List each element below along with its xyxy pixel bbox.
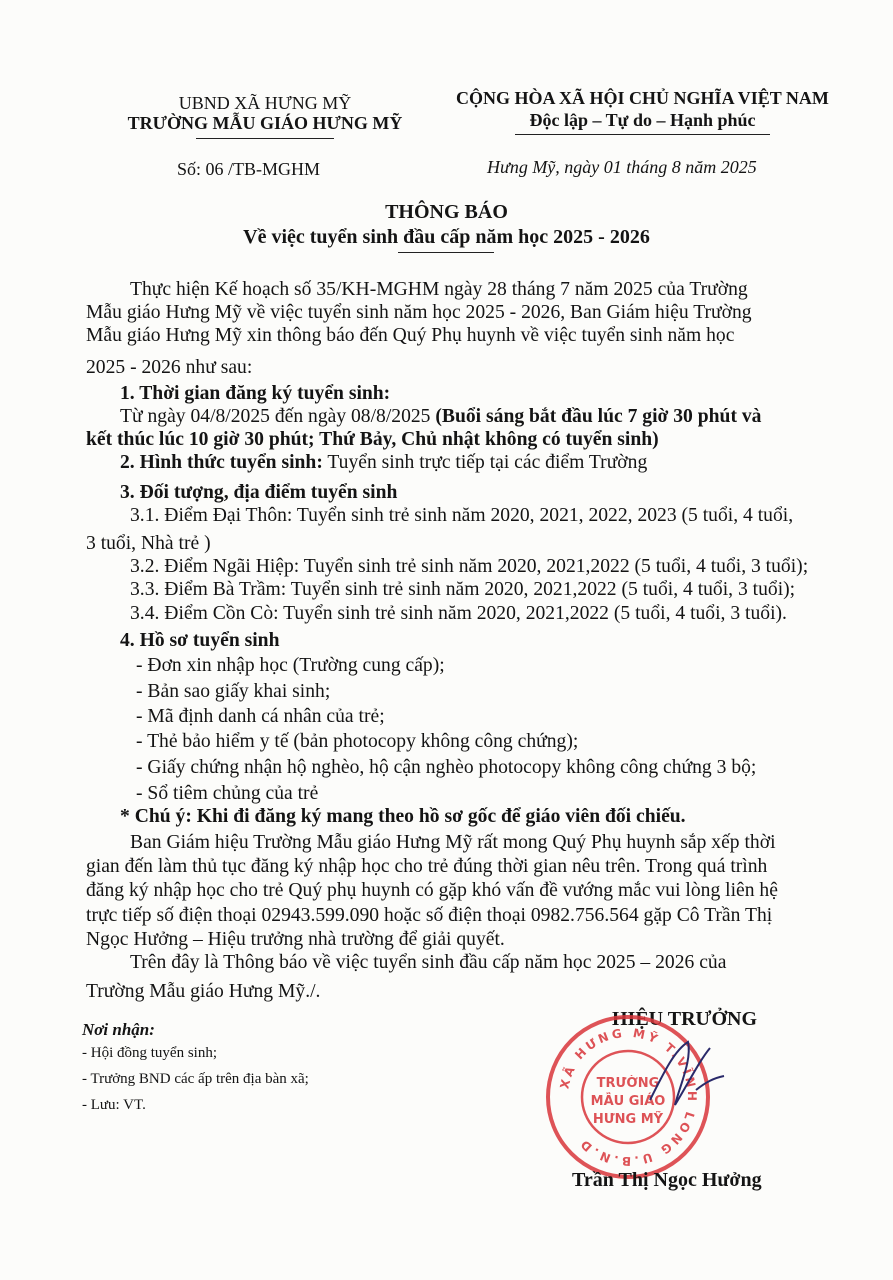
section-2-line (120, 452, 647, 474)
document-item: - Thẻ bảo hiểm y tế (bản photocopy không công chứng); (136, 731, 579, 752)
location-item-cont: 3 tuổi, Nhà trẻ ) (86, 533, 211, 554)
recipient-item: - Hội đồng tuyển sinh; (82, 1045, 217, 1061)
stamp-ring-text: XÃ HƯNG MỸ T.VĨNH LONG U.B.N.D (557, 1025, 700, 1169)
intro-line: Mẫu giáo Hưng Mỹ xin thông báo đến Quý Phụ huynh về việc tuyển sinh năm học (86, 325, 735, 346)
signer-title: HIỆU TRƯỞNG (612, 1008, 758, 1030)
document-item: - Đơn xin nhập học (Trường cung cấp); (136, 655, 445, 676)
document-item: - Giấy chứng nhận hộ nghèo, hộ cận nghèo photocopy không công chứng 3 bộ; (136, 757, 757, 778)
signer-name: Trần Thị Ngọc Hưởng (572, 1169, 762, 1191)
section-2-heading: 2. Hình thức tuyển sinh: (120, 452, 323, 473)
location-item: 3.4. Điểm Cồn Cò: Tuyển sinh trẻ sinh năm 2020, 2021,2022 (5 tuổi, 4 tuổi, 3 tuổi). (130, 603, 787, 624)
section-1-line (120, 406, 761, 428)
recipient-item: - Lưu: VT. (82, 1097, 146, 1113)
intro-line: 2025 - 2026 như sau: (86, 357, 253, 378)
subtitle-underline (398, 252, 494, 253)
closing-line: trực tiếp số điện thoại 02943.599.090 hoặc số điện thoại 0982.756.564 gặp Cô Trần Thị (86, 905, 773, 926)
section-1-dates: Từ ngày 04/8/2025 đến ngày 08/8/2025 (120, 406, 436, 427)
notice-subtitle: Về việc tuyển sinh đầu cấp năm học 2025 - 2026 (243, 226, 650, 248)
stamp-line-1: TRƯỜNG (596, 1076, 660, 1091)
national-motto: Độc lập – Tự do – Hạnh phúc (529, 110, 756, 130)
location-item: 3.2. Điểm Ngãi Hiệp: Tuyển sinh trẻ sinh năm 2020, 2021,2022 (5 tuổi, 4 tuổi, 3 tuổi); (130, 556, 809, 577)
intro-line: Mẫu giáo Hưng Mỹ về việc tuyển sinh năm học 2025 - 2026, Ban Giám hiệu Trường (86, 302, 752, 323)
recipient-item: - Trưởng BND các ấp trên địa bàn xã; (82, 1071, 309, 1087)
issuer-school: TRƯỜNG MẪU GIÁO HƯNG MỸ (127, 113, 403, 133)
document-item: - Sổ tiêm chủng của trẻ (136, 783, 319, 804)
section-4-heading: 4. Hồ sơ tuyển sinh (120, 630, 280, 651)
closing-line: đăng ký nhập học cho trẻ Quý phụ huynh có gặp khó vấn đề vướng mắc vui lòng liên hệ (86, 880, 778, 901)
intro-line: Thực hiện Kế hoạch số 35/KH-MGHM ngày 28 tháng 7 năm 2025 của Trường (130, 279, 748, 300)
issuer-authority: UBND XÃ HƯNG MỸ (178, 93, 352, 113)
issuer-underline (196, 138, 334, 139)
section-1-line: kết thúc lúc 10 giờ 30 phút; Thứ Bảy, Chủ nhật không có tuyển sinh) (86, 429, 659, 450)
motto-underline (515, 134, 770, 135)
national-title: CỘNG HÒA XÃ HỘI CHỦ NGHĨA VIỆT NAM (456, 88, 829, 108)
section-1-hours: (Buổi sáng bắt đầu lúc 7 giờ 30 phút và (435, 406, 762, 427)
document-item: - Bản sao giấy khai sinh; (136, 681, 331, 702)
recipients-heading: Nơi nhận: (82, 1020, 155, 1039)
closing-line: Ngọc Hưởng – Hiệu trưởng nhà trường để giải quyết. (86, 929, 505, 950)
location-item: 3.1. Điểm Đại Thôn: Tuyển sinh trẻ sinh năm 2020, 2021, 2022, 2023 (5 tuổi, 4 tuổi, (130, 505, 794, 526)
stamp-line-3: HƯNG MỸ (592, 1112, 664, 1127)
section-2-text: Tuyển sinh trực tiếp tại các điểm Trường (322, 452, 648, 473)
section-1-heading: 1. Thời gian đăng ký tuyển sinh: (120, 383, 391, 404)
location-item: 3.3. Điểm Bà Trầm: Tuyển sinh trẻ sinh năm 2020, 2021,2022 (5 tuổi, 4 tuổi, 3 tuổi); (130, 579, 796, 600)
closing-line: gian đến làm thủ tục đăng ký nhập học cho trẻ đúng thời gian nêu trên. Trong quá trình (86, 856, 768, 877)
closing-line: Trên đây là Thông báo về việc tuyển sinh đầu cấp năm học 2025 – 2026 của (130, 952, 727, 973)
closing-line: Ban Giám hiệu Trường Mẫu giáo Hưng Mỹ rất mong Quý Phụ huynh sắp xếp thời (130, 832, 776, 853)
note-line: * Chú ý: Khi đi đăng ký mang theo hồ sơ gốc để giáo viên đối chiếu. (120, 806, 686, 827)
issue-date: Hưng Mỹ, ngày 01 tháng 8 năm 2025 (487, 157, 757, 177)
document-number: Số: 06 /TB-MGHM (177, 159, 321, 179)
signature-mark (640, 1030, 730, 1120)
document-item: - Mã định danh cá nhân của trẻ; (136, 706, 385, 727)
section-3-heading: 3. Đối tượng, địa điểm tuyển sinh (120, 482, 398, 503)
stamp-line-2: MẪU GIÁO (590, 1094, 666, 1109)
notice-title: THÔNG BÁO (385, 201, 508, 223)
closing-line: Trường Mẫu giáo Hưng Mỹ./. (86, 981, 321, 1002)
